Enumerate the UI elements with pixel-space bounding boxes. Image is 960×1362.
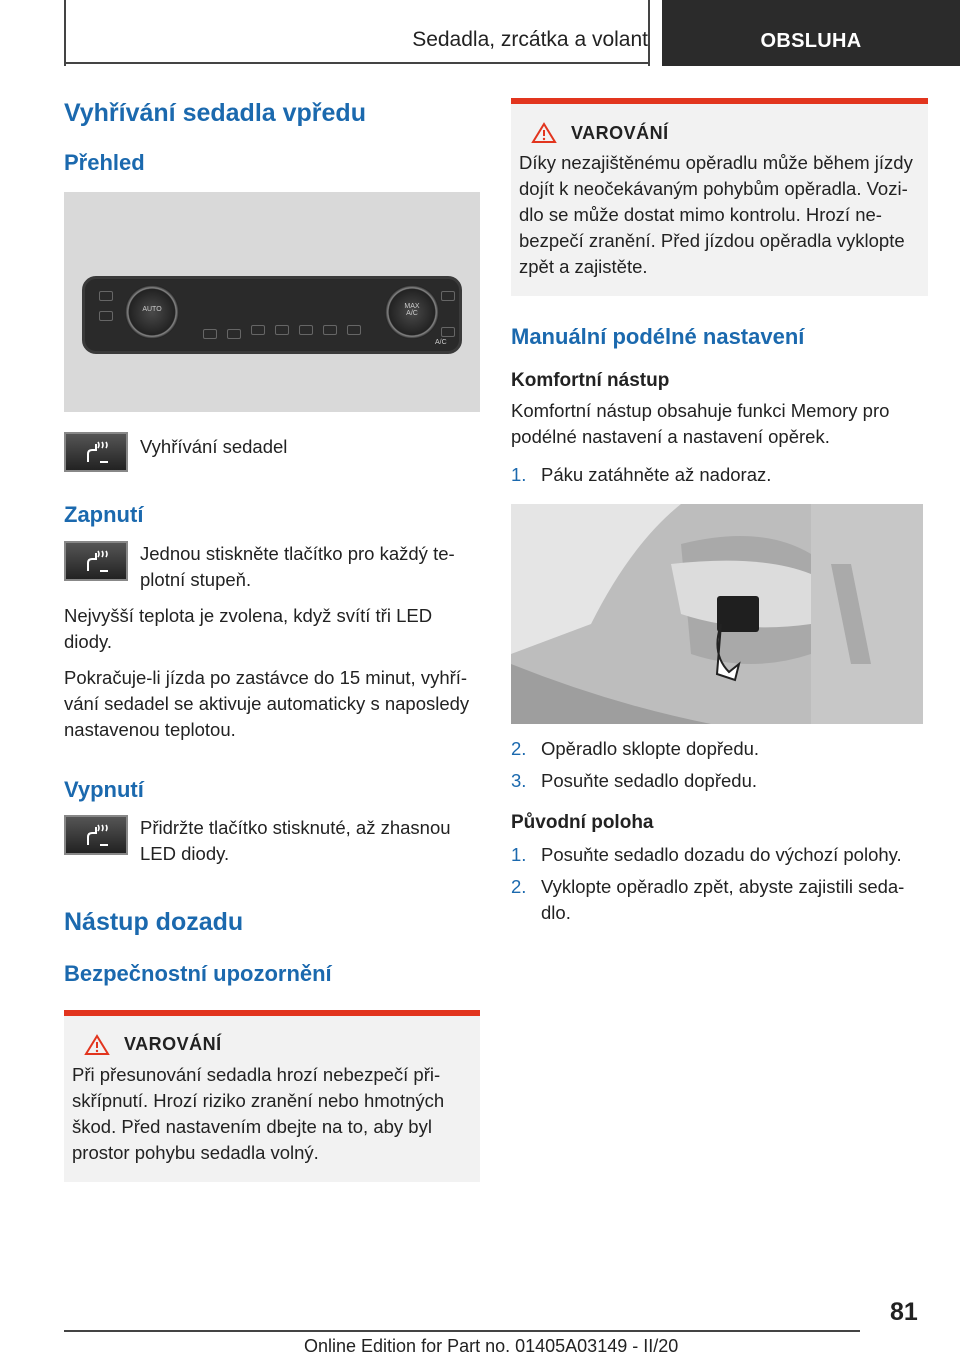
heading-original-position: Původní poloha — [511, 812, 654, 834]
heading-seat-heating: Vyhřívání sedadla vpředu — [64, 99, 366, 127]
warning-title-row — [531, 122, 920, 144]
warning-title: VAROVÁNÍ — [571, 122, 669, 143]
heading-overview: Přehled — [64, 150, 145, 175]
footer-rule — [64, 1330, 860, 1332]
warning-text: Při přesunování sedadla hrozí nebezpečí při-skřípnutí. Hrozí riziko zranění nebo hmotných škod. Před nastavením dbejte na to, aby byl prostor pohybu sedadla volný. — [72, 1063, 445, 1163]
seat-heating-icon — [64, 541, 128, 581]
seat-heating-icon — [64, 432, 128, 472]
on-paragraph-1: Nejvyšší teplota je zvolena, když svítí tři LED diody. — [64, 604, 433, 652]
list-item: 2. Opěradlo sklopte dopředu. — [511, 738, 760, 760]
seat-heating-caption-row — [64, 432, 480, 472]
on-instruction-row — [64, 541, 480, 593]
list-item: 2. Vyklopte opěradlo zpět, abyste zajistili seda-dlo. — [511, 876, 905, 924]
heading-on: Zapnutí — [64, 502, 144, 528]
seat-heating-icon — [64, 815, 128, 855]
warning-text: Díky nezajištěnému opěradlu může během jízdy dojít k neočekávaným pohybům opěradla. Vozi-dlo se může dostat mimo kontrolu. Hrozí ne-bezpečí zranění. Před jízdou opěradla vyklopte zpět a zajistěte. — [519, 152, 913, 277]
temperature-knob-right: MAX A/C — [385, 285, 439, 339]
seat-heating-caption: Vyhřívání sedadel — [140, 436, 288, 458]
heading-off: Vypnutí — [64, 776, 144, 802]
page-header — [0, 0, 960, 66]
heading-safety: Bezpečnostní upozornění — [64, 961, 332, 987]
header-chapter-tab: OBSLUHA — [662, 0, 960, 66]
warning-triangle-icon — [84, 1034, 110, 1056]
list-item: 1. Páku zatáhněte až nadoraz. — [511, 464, 772, 486]
seat-lever-illustration — [511, 504, 923, 724]
comfort-entry-text: Komfortní nástup obsahuje funkci Memory pro podélné nastavení a nastavení opěrek. — [511, 400, 890, 448]
warning-title-row — [84, 1034, 472, 1056]
list-item: 1. Posuňte sedadlo dozadu do výchozí polohy. — [511, 844, 902, 866]
warning-triangle-icon — [531, 122, 557, 144]
seat-lever-photo — [511, 504, 923, 724]
warning-title: VAROVÁNÍ — [124, 1034, 222, 1055]
heading-comfort-entry: Komfortní nástup — [511, 370, 670, 392]
steps-list-a — [511, 462, 928, 488]
on-instruction-text: Jednou stiskněte tlačítko pro každý te-plotní stupeň. — [140, 542, 455, 590]
climate-control-panel: AUTO MAX A/C A/C — [82, 276, 462, 354]
right-column — [511, 98, 928, 926]
header-divider — [648, 0, 650, 66]
heading-manual-adjustment: Manuální podélné nastavení — [511, 324, 805, 349]
page-number: 81 — [890, 1298, 918, 1326]
temperature-knob-left: AUTO — [125, 285, 179, 339]
warning-box-pinch — [64, 1010, 480, 1182]
left-column — [64, 98, 480, 1182]
heading-rear-entry: Nástup dozadu — [64, 908, 244, 937]
footer-edition: Online Edition for Part no. 01405A03149 - II/20 — [304, 1336, 679, 1356]
header-left-rule — [64, 0, 66, 66]
list-item: 3. Posuňte sedadlo dopředu. — [511, 770, 758, 792]
off-instruction-text: Přidržte tlačítko stisknuté, až zhasnou LED diody. — [140, 817, 451, 865]
off-instruction-row — [64, 815, 480, 867]
header-section-title: Sedadla, zrcátka a volant — [412, 28, 648, 51]
climate-panel-figure — [64, 192, 480, 412]
on-paragraph-2: Pokračuje-li jízda po zastávce do 15 minut, vyhří-vání sedadel se aktivuje automaticky s naposledy nastavenou teplotou. — [64, 666, 470, 740]
warning-box-backrest — [511, 98, 928, 296]
steps-list-c — [511, 842, 928, 926]
steps-list-b — [511, 736, 928, 794]
header-bottom-rule — [64, 62, 650, 64]
